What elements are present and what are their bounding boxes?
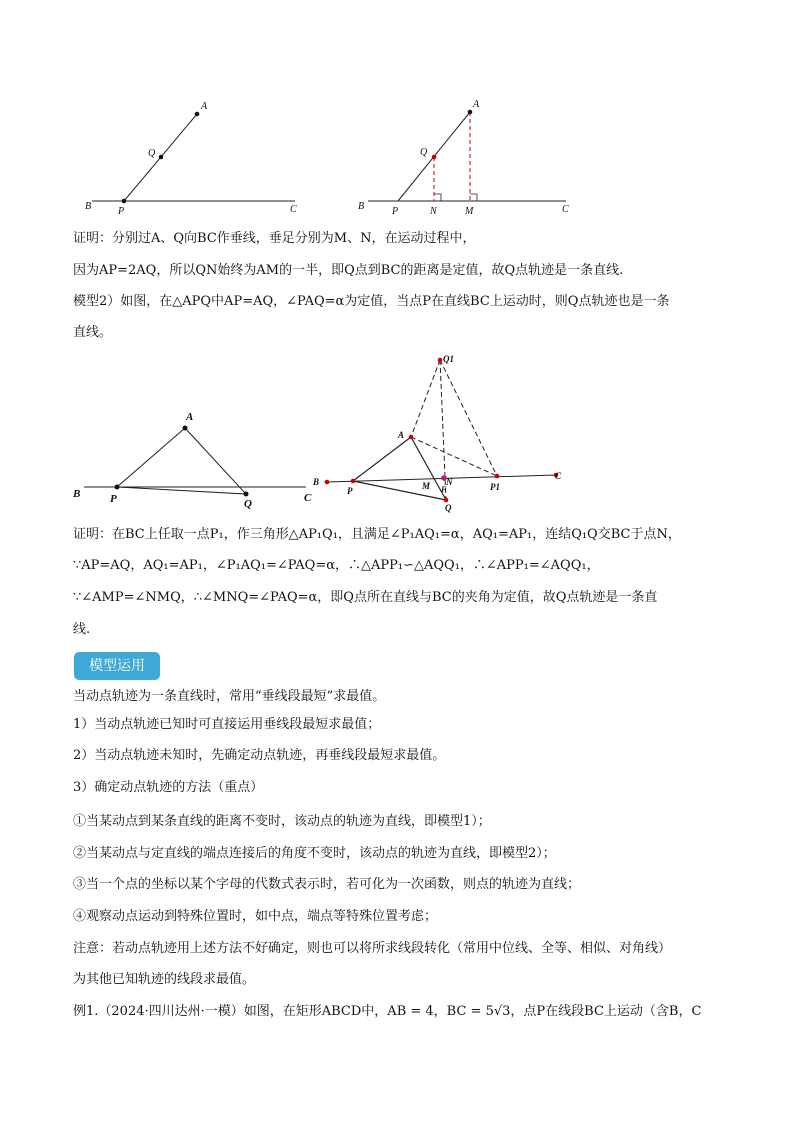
body-line-7: ③当一个点的坐标以某个字母的代数式表示时，若可化为一次函数，则点的轨迹为直线； <box>73 877 581 892</box>
point-q <box>159 155 164 160</box>
figure-4-diagram <box>310 352 570 512</box>
proof2-line-2: ∵AP=AQ，AQ₁=AP₁，∠P₁AQ₁=∠PAQ=α，∴△APP₁∽△AQQ₁，∴∠APP₁=∠AQQ₁， <box>73 558 600 573</box>
point-p <box>351 479 356 484</box>
point-a <box>183 426 188 431</box>
point-p1 <box>495 474 500 479</box>
label-b: B <box>313 477 320 487</box>
body-line-1: 当动点轨迹为一条直线时，常用“垂线段最短”求最值。 <box>73 689 386 704</box>
body-line-10: 为其他已知轨迹的线段求最值。 <box>73 972 256 987</box>
label-n: N <box>446 477 453 487</box>
label-a: A <box>201 101 208 112</box>
segment-pq <box>353 481 446 500</box>
label-c: C <box>562 204 569 215</box>
label-p1: P1 <box>490 482 500 492</box>
proof-line-1: 证明：分别过A、Q向BC作垂线，垂足分别为M、N，在运动过程中， <box>73 231 476 246</box>
label-q: Q <box>445 503 452 513</box>
point-a <box>468 110 473 115</box>
proof2-line-1: 证明：在BC上任取一点P₁，作三角形△AP₁Q₁，且满足∠P₁AQ₁=α，AQ₁=AP₁，连结Q₁Q交BC于点N， <box>73 527 681 542</box>
label-a: A <box>186 411 194 423</box>
label-a: A <box>473 99 480 110</box>
segment-ap1 <box>411 437 497 476</box>
figure-3-diagram <box>70 405 330 510</box>
label-b: B <box>73 488 81 500</box>
right-angle-n <box>434 194 441 201</box>
label-q1: Q1 <box>443 354 454 364</box>
label-b: B <box>358 201 365 212</box>
label-p: P <box>118 206 125 217</box>
label-n: N <box>430 206 437 217</box>
label-p: P <box>110 493 117 505</box>
point-q <box>432 155 437 160</box>
point-p <box>115 485 120 490</box>
right-angle-m <box>470 194 477 201</box>
point-a <box>195 112 200 117</box>
label-c: C <box>555 471 562 481</box>
label-f: F <box>441 485 447 494</box>
triangle-apq <box>117 428 246 494</box>
label-c: C <box>290 204 297 215</box>
body-line-3: 2）当动点轨迹未知时，先确定动点轨迹，再垂线段最短求最值。 <box>73 748 446 763</box>
body-line-9: 注意：若动点轨迹用上述方法不好确定，则也可以将所求线段转化（常用中位线、全等、相似、对角线） <box>73 941 672 956</box>
body-line-11: 例1.（2024·四川达州·一模）如图，在矩形ABCD中，AB = 4，BC = 5√3，点P在线段BC上运动（含B，C <box>73 1004 702 1019</box>
body-line-2: 1）当动点轨迹已知时可直接运用垂线段最短求最值； <box>73 717 381 732</box>
figure-2-diagram <box>352 95 582 220</box>
segment-pa <box>353 437 411 481</box>
point-p <box>122 199 127 204</box>
point-q <box>444 498 449 503</box>
section-tag-model-application: 模型运用 <box>74 652 160 680</box>
model-2-line-2: 直线。 <box>73 325 113 340</box>
point-a <box>409 435 414 440</box>
body-line-5: ①当某动点到某条直线的距离不变时，该动点的轨迹为直线，即模型1）； <box>73 814 491 829</box>
label-q: Q <box>244 498 252 510</box>
body-line-6: ②当某动点与定直线的端点连接后的角度不变时，该动点的轨迹为直线，即模型2）； <box>73 846 556 861</box>
label-b: B <box>85 201 92 212</box>
proof-line-2: 因为AP=2AQ，所以QN始终为AM的一半，即Q点到BC的距离是定值，故Q点轨迹是一条直线. <box>73 263 624 278</box>
label-p: P <box>392 206 399 217</box>
body-line-4: 3）确定动点轨迹的方法（重点） <box>73 780 264 795</box>
model-2-line-1: 模型2）如图，在△APQ中AP=AQ，∠PAQ=α为定值，当点P在直线BC上运动时，则Q点轨迹也是一条 <box>73 294 670 309</box>
point-q1 <box>438 358 443 363</box>
figure-1-diagram <box>80 95 310 220</box>
label-m: M <box>465 206 474 217</box>
body-line-8: ④观察动点运动到特殊位置时，如中点，端点等特殊位置考虑； <box>73 909 438 924</box>
proof2-line-4: 线. <box>73 622 91 637</box>
point-b <box>325 480 330 485</box>
segment-q1a <box>411 360 440 437</box>
segment-q1p1 <box>440 360 497 476</box>
label-q: Q <box>148 148 156 159</box>
label-m: M <box>422 481 431 491</box>
label-c: C <box>304 492 312 504</box>
label-a: A <box>398 430 405 440</box>
point-q <box>244 492 249 497</box>
label-p: P <box>347 486 353 496</box>
label-q: Q <box>420 147 428 158</box>
proof2-line-3: ∵∠AMP=∠NMQ，∴∠MNQ=∠PAQ=α，即Q点所在直线与BC的夹角为定值，故Q点轨迹是一条直 <box>73 590 658 605</box>
